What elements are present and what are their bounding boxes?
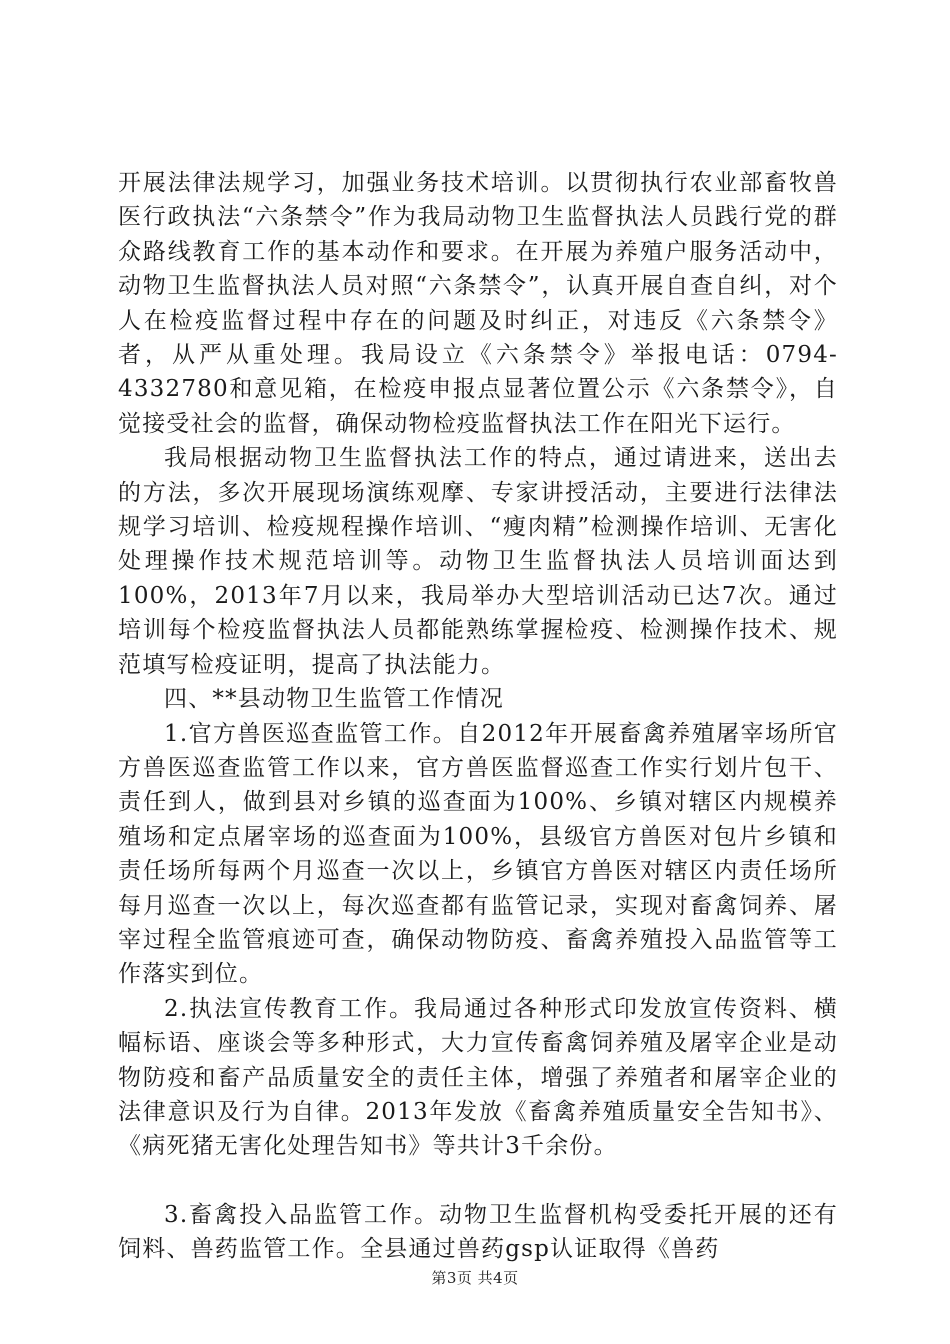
paragraph-training-methods: 我局根据动物卫生监督执法工作的特点，通过请进来，送出去的方法，多次开展现场演练观摩、专家讲授活动，主要进行法律法规学习培训、检疫规程操作培训、“瘦肉精”检测操作培训、无害化处理操作技术规范培训等。动物卫生监督执法人员培训面达到100%，2013年7月以来，我局举办大型培训活动已达7次。通过培训每个检疫监督执法人员都能熟练掌握检疫、检测操作技术、规范填写检疫证明，提高了执法能力。 (118, 445, 838, 678)
paragraph-item-2: 2.执法宣传教育工作。我局通过各种形式印发放宣传资料、横幅标语、座谈会等多种形式，大力宣传畜禽饲养殖及屠宰企业是动物防疫和畜产品质量安全的责任主体，增强了养殖者和屠宰企业的法律意识及行为自律。2013年发放《畜禽养殖质量安全告知书》、《病死猪无害化处理告知书》等共计3千余份。 (118, 995, 838, 1160)
paragraph-training-continued: 开展法律法规学习，加强业务技术培训。以贯彻执行农业部畜牧兽医行政执法“六条禁令”作为我局动物卫生监督执法人员践行党的群众路线教育工作的基本动作和要求。在开展为养殖户服务活动中，动物卫生监督执法人员对照“六条禁令”，认真开展自查自纠，对个人在检疫监督过程中存在的问题及时纠正，对违反《六条禁令》者，从严从重处理。我局设立《六条禁令》举报电话：0794-4332780和意见箱，在检疫申报点显著位置公示《六条禁令》，自觉接受社会的监督，确保动物检疫监督执法工作在阳光下运行。 (118, 170, 838, 437)
paragraph-item-1: 1.官方兽医巡查监管工作。自2012年开展畜禽养殖屠宰场所官方兽医巡查监管工作以来，官方兽医监督巡查工作实行划片包干、责任到人，做到县对乡镇的巡查面为100%、乡镇对辖区内规模养殖场和定点屠宰场的巡查面为100%，县级官方兽医对包片乡镇和责任场所每两个月巡查一次以上，乡镇官方兽医对辖区内责任场所每月巡查一次以上，每次巡查都有监管记录，实现对畜禽饲养、屠宰过程全监管痕迹可查，确保动物防疫、畜禽养殖投入品监管等工作落实到位。 (118, 720, 838, 988)
section-heading-four: 四、**县动物卫生监管工作情况 (164, 686, 504, 713)
paragraph-item-3: 3.畜禽投入品监管工作。动物卫生监督机构受委托开展的还有饲料、兽药监管工作。全县通过兽药gsp认证取得《兽药 (118, 1201, 838, 1263)
document-body (118, 166, 838, 1267)
page-footer: 第3页 共4页 (431, 1269, 519, 1287)
